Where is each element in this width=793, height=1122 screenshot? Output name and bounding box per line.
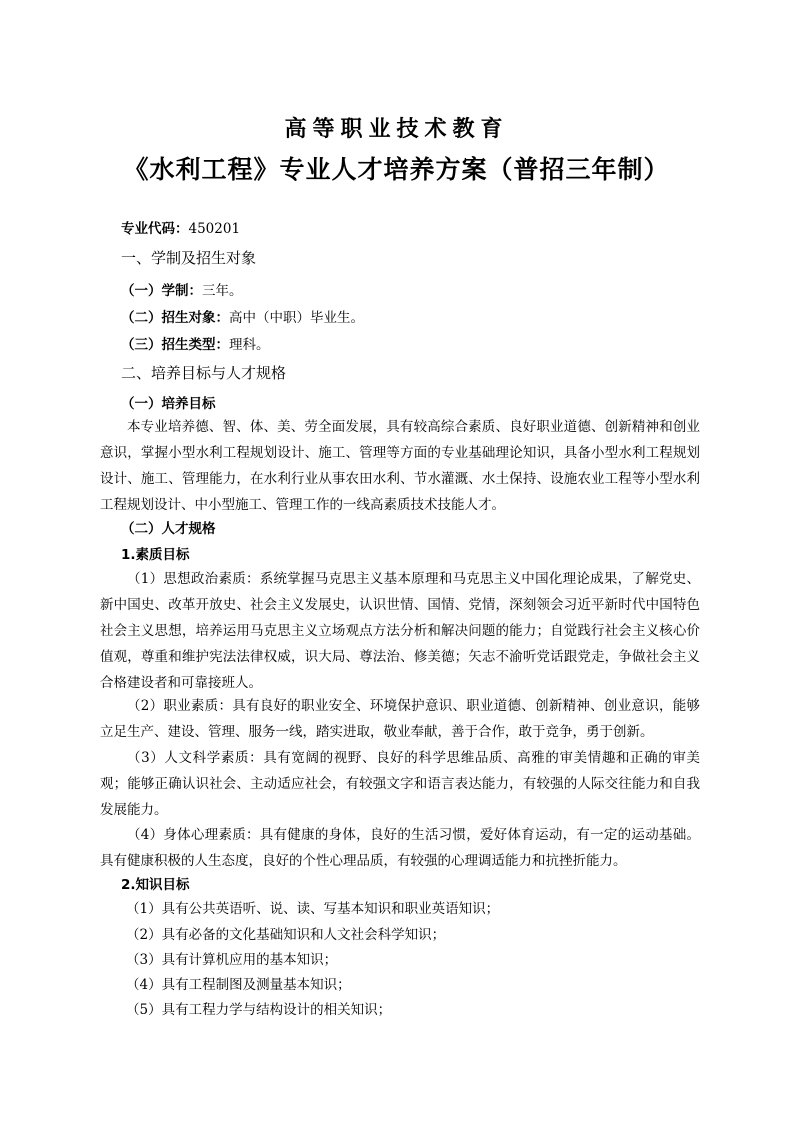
- talent-spec-heading: （二）人才规格: [121, 521, 216, 537]
- training-goal-heading: （一）培养目标: [121, 396, 216, 412]
- training-goal-paragraph: 本专业培养德、智、体、美、劳全面发展，具有较高综合素质、良好职业道德、创新精神和创业意识，掌握小型水利工程规划设计、施工、管理等方面的专业基础理论知识，具备小型水利工程规划设计、施工、管理能力，在水利行业从事农田水利、节水灌溉、水土保持、设施农业工程等小型水利工程规划设计、中小型施工、管理工作的一线高素质技术技能人才。: [100, 419, 700, 513]
- knowledge-item: （1）具有公共英语听、说、读、写基本知识和职业英语知识；: [126, 901, 500, 917]
- item-label: （二）招生对象：: [121, 310, 229, 326]
- quality-item: （1）思想政治素质：系统掌握马克思主义基本原理和马克思主义中国化理论成果，了解党史、新中国史、改革开放史、社会主义发展史，认识世情、国情、党情，深刻领会习近平新时代中国特色社会主义思想，培养运用马克思主义立场观点方法分析和解决问题的能力；自觉践行社会主义核心价值观，尊重和维护宪法法律权威，识大局、尊法治、修美德；矢志不渝听党话跟党走，争做社会主义合格建设者和可靠接班人。: [100, 571, 700, 691]
- item-value: 三年。: [202, 283, 243, 299]
- knowledge-item: （3）具有计算机应用的基本知识；: [126, 952, 338, 968]
- quality-item: （4）身体心理素质：具有健康的身体，良好的生活习惯，爱好体育运动，有一定的运动基础。具有健康积极的人生态度，良好的个性心理品质，有较强的心理调适能力和抗挫折能力。: [100, 827, 700, 869]
- section1-item: [121, 335, 270, 355]
- item-label: （一）学制：: [121, 283, 202, 299]
- section1-heading: 一、学制及招生对象: [121, 249, 257, 267]
- quality-item: （2）职业素质：具有良好的职业安全、环境保护意识、职业道德、创新精神、创业意识，能够立足生产、建设、管理、服务一线，踏实进取，敬业奉献，善于合作，敢于竞争，勇于创新。: [100, 698, 700, 740]
- major-code: [121, 219, 240, 239]
- knowledge-item: （2）具有必备的文化基础知识和人文社会科学知识；: [126, 927, 446, 943]
- knowledge-item: （4）具有工程制图及测量基本知识；: [126, 977, 351, 993]
- document-title-line1: 高等职业技术教育: [284, 117, 509, 142]
- document-title-line2: 《水利工程》专业人才培养方案（普招三年制）: [123, 155, 670, 184]
- major-code-label: 专业代码：: [121, 221, 189, 237]
- section1-item: [121, 308, 364, 328]
- item-label: （三）招生类型：: [121, 337, 229, 353]
- quality-item: （3）人文科学素质：具有宽阔的视野、良好的科学思维品质、高雅的审美情趣和正确的审美观；能够正确认识社会、主动适应社会，有较强文字和语言表达能力，有较强的人际交往能力和自我发展能力。: [100, 750, 700, 818]
- quality-goal-heading: 1.素质目标: [121, 547, 190, 563]
- knowledge-goal-heading: 2.知识目标: [121, 877, 190, 893]
- item-value: 高中（中职）毕业生。: [229, 310, 364, 326]
- section2-heading: 二、培养目标与人才规格: [121, 364, 287, 382]
- knowledge-item: （5）具有工程力学与结构设计的相关知识；: [126, 1002, 392, 1018]
- section1-item: [121, 281, 243, 301]
- item-value: 理科。: [229, 337, 270, 353]
- major-code-value: 450201: [188, 221, 241, 237]
